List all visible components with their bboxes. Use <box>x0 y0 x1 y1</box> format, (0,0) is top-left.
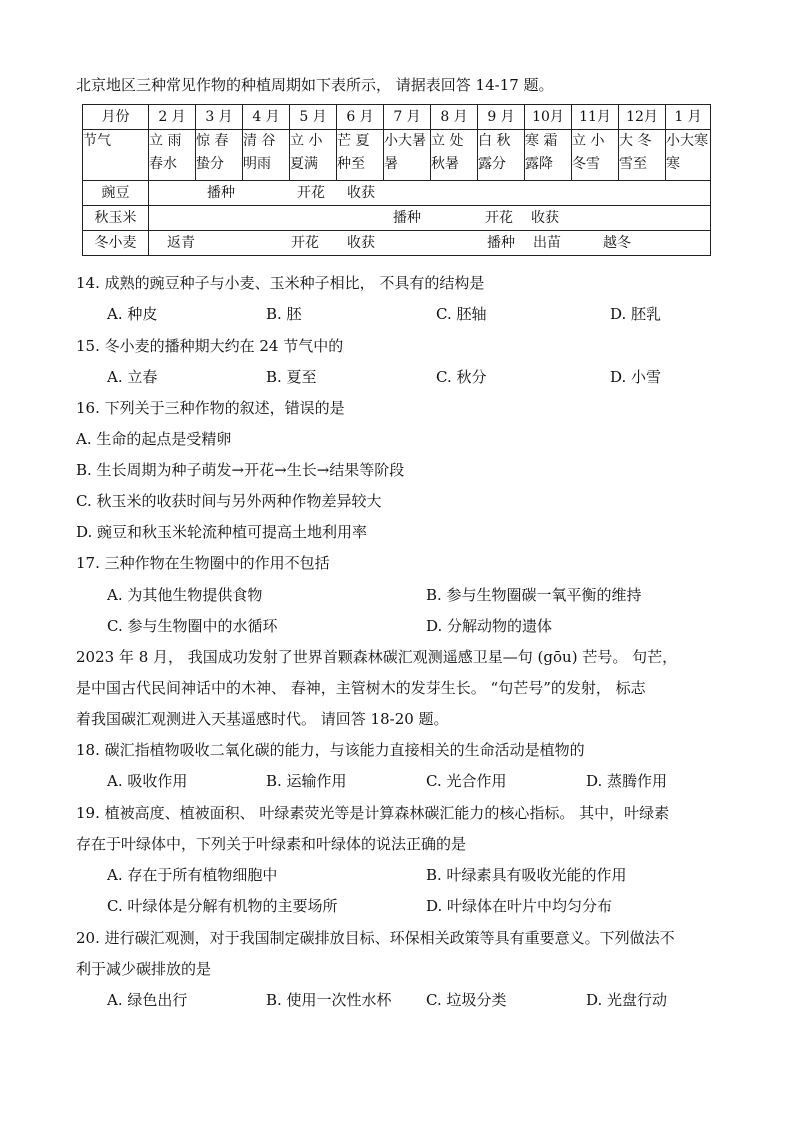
q16-option-d: D. 豌豆和秋玉米轮流种植可提高土地利用率 <box>76 523 368 541</box>
event-label: 开花 <box>291 235 319 251</box>
crop-label: 秋玉米 <box>83 206 149 231</box>
q17-option-c: C. 参与生物圈中的水循环 <box>107 617 278 635</box>
term-cell: 立 雨春水 <box>149 130 196 181</box>
crop-label: 豌豆 <box>83 181 149 206</box>
q15-option-c: C. 秋分 <box>436 368 487 386</box>
q15-option-d: D. 小雪 <box>610 368 662 386</box>
term-cell: 小大寒寒 <box>666 130 711 181</box>
event-label: 收获 <box>531 210 559 226</box>
q14-option-d: D. 胚乳 <box>610 305 662 323</box>
q14-option-b: B. 胚 <box>266 305 302 323</box>
month-cell: 2 月 <box>149 105 196 130</box>
crop-timeline <box>149 181 711 206</box>
event-label: 出苗 <box>533 235 561 251</box>
intro-text-2-line-2: 是中国古代民间神话中的木神、 春神，主管树木的发芽生长。 “句芒号”的发射， 标志 <box>76 679 646 697</box>
table-row-months <box>83 105 711 130</box>
question-17-stem: 17. 三种作物在生物圈中的作用不包括 <box>76 554 330 572</box>
q14-option-c: C. 胚轴 <box>436 305 487 323</box>
event-label: 越冬 <box>603 235 631 251</box>
month-cell: 5 月 <box>290 105 337 130</box>
q15-option-b: B. 夏至 <box>266 368 317 386</box>
intro-text-2-line-3: 着我国碳汇观测进入天基遥感时代。 请回答 18-20 题。 <box>76 710 449 728</box>
crop-timeline <box>149 206 711 231</box>
month-cell: 11月 <box>572 105 619 130</box>
q20-option-d: D. 光盘行动 <box>586 991 668 1009</box>
term-cell: 寒 霜露降 <box>525 130 572 181</box>
q17-option-d: D. 分解动物的遗体 <box>426 617 553 635</box>
q18-option-a: A. 吸收作用 <box>107 772 188 790</box>
term-cell: 小大暑暑 <box>384 130 431 181</box>
q16-option-b: B. 生长周期为种子萌发→开花→生长→结果等阶段 <box>76 461 405 479</box>
month-header: 月份 <box>83 105 149 130</box>
event-label: 播种 <box>207 185 235 201</box>
term-cell: 清 谷明雨 <box>243 130 290 181</box>
table-row-solar-terms <box>83 130 711 181</box>
event-label: 开花 <box>485 210 513 226</box>
q19-option-d: D. 叶绿体在叶片中均匀分布 <box>426 897 613 915</box>
term-cell: 立 处秋暑 <box>431 130 478 181</box>
month-cell: 8 月 <box>431 105 478 130</box>
month-cell: 6 月 <box>337 105 384 130</box>
q18-option-d: D. 蒸腾作用 <box>586 772 668 790</box>
question-15-stem: 15. 冬小麦的播种期大约在 24 节气中的 <box>76 337 344 355</box>
q20-option-c: C. 垃圾分类 <box>426 991 507 1009</box>
question-20-stem-line-2: 利于减少碳排放的是 <box>76 960 212 978</box>
event-label: 播种 <box>393 210 421 226</box>
q16-option-a: A. 生命的起点是受精卵 <box>76 430 232 448</box>
q19-option-b: B. 叶绿素具有吸收光能的作用 <box>426 866 627 884</box>
term-cell: 立 小冬雪 <box>572 130 619 181</box>
q17-option-a: A. 为其他生物提供食物 <box>107 586 263 604</box>
q20-option-a: A. 绿色出行 <box>107 991 188 1009</box>
month-cell: 1 月 <box>666 105 711 130</box>
question-18-stem: 18. 碳汇指植物吸收二氧化碳的能力，与该能力直接相关的生命活动是植物的 <box>76 741 585 759</box>
question-16-stem: 16. 下列关于三种作物的叙述，错误的是 <box>76 399 345 417</box>
q15-option-a: A. 立春 <box>107 368 158 386</box>
question-14-stem: 14. 成熟的豌豆种子与小麦、玉米种子相比， 不具有的结构是 <box>76 274 485 292</box>
table-row-winter-wheat <box>83 231 711 256</box>
term-cell: 惊 春蛰分 <box>196 130 243 181</box>
event-label: 开花 <box>297 185 325 201</box>
month-cell: 9 月 <box>478 105 525 130</box>
term-header: 节气 <box>83 130 149 181</box>
question-19-stem-line-1: 19. 植被高度、植被面积、 叶绿素荧光等是计算森林碳汇能力的核心指标。 其中，叶绿素 <box>76 804 670 822</box>
event-label: 收获 <box>347 235 375 251</box>
crop-timeline <box>149 231 711 256</box>
month-cell: 3 月 <box>196 105 243 130</box>
q17-option-b: B. 参与生物圈碳一氧平衡的维持 <box>426 586 642 604</box>
q14-option-a: A. 种皮 <box>107 305 158 323</box>
question-19-stem-line-2: 存在于叶绿体中，下列关于叶绿素和叶绿体的说法正确的是 <box>76 835 467 853</box>
term-cell: 立 小夏满 <box>290 130 337 181</box>
intro-text-1: 北京地区三种常见作物的种植周期如下表所示， 请据表回答 14-17 题。 <box>76 76 554 94</box>
q20-option-b: B. 使用一次性水杯 <box>266 991 392 1009</box>
term-cell: 芒 夏种至 <box>337 130 384 181</box>
q18-option-b: B. 运输作用 <box>266 772 347 790</box>
event-label: 返青 <box>167 235 195 251</box>
planting-cycle-table <box>82 104 711 256</box>
term-cell: 大 冬雪至 <box>619 130 666 181</box>
intro-text-2-line-1: 2023 年 8 月， 我国成功发射了世界首颗森林碳汇观测遥感卫星—句 (gōu) 芒号。 句芒， <box>76 648 678 666</box>
month-cell: 7 月 <box>384 105 431 130</box>
q16-option-c: C. 秋玉米的收获时间与另外两种作物差异较大 <box>76 492 382 510</box>
question-20-stem-line-1: 20. 进行碳汇观测，对于我国制定碳排放目标、环保相关政策等具有重要意义。下列做法不 <box>76 929 675 947</box>
table-row-autumn-corn <box>83 206 711 231</box>
month-cell: 10月 <box>525 105 572 130</box>
q19-option-c: C. 叶绿体是分解有机物的主要场所 <box>107 897 338 915</box>
crop-label: 冬小麦 <box>83 231 149 256</box>
event-label: 收获 <box>347 185 375 201</box>
term-cell: 白 秋露分 <box>478 130 525 181</box>
event-label: 播种 <box>487 235 515 251</box>
month-cell: 4 月 <box>243 105 290 130</box>
month-cell: 12月 <box>619 105 666 130</box>
q18-option-c: C. 光合作用 <box>426 772 507 790</box>
table-row-pea <box>83 181 711 206</box>
q19-option-a: A. 存在于所有植物细胞中 <box>107 866 278 884</box>
